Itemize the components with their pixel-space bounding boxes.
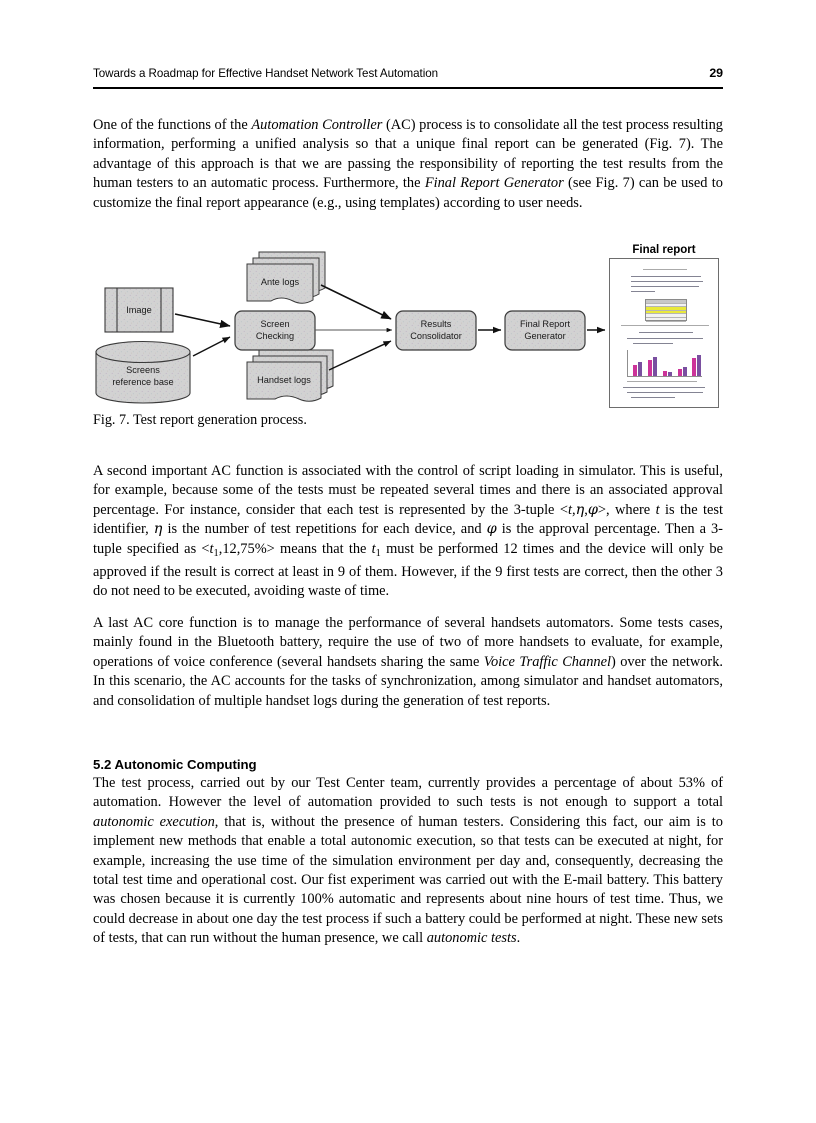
term-autonomic-tests: autonomic tests (426, 930, 517, 947)
thumb-line (631, 286, 699, 287)
p4-text-c: . (516, 930, 521, 947)
p1-text-a: One of the functions of the (93, 117, 252, 133)
var-eta: η (153, 521, 163, 538)
var-t-subscript: 1 (213, 547, 219, 559)
thumb-line (621, 325, 709, 326)
thumb-bar (663, 371, 667, 376)
p3-text-a: A last AC core function is to manage the performance of several handsets automators. Some tests cases, mainly found in the Bluetooth battery, require the use of two of more handsets to evaluate, for example, operations of voice conference (several handsets sharing the same (93, 615, 723, 670)
figure-7-caption: Fig. 7. Test report generation process. (93, 412, 307, 428)
header-title: Towards a Roadmap for Effective Handset Network Test Automation (93, 67, 439, 80)
thumb-bar (697, 355, 701, 376)
term-autonomic-execution: autonomic execution (93, 813, 215, 830)
paragraph-handset-automators (93, 614, 723, 711)
node-final-report-generator-line2: Generator (524, 331, 566, 341)
p2-text-d: >, where (597, 501, 656, 518)
intro-paragraph-block (93, 116, 723, 224)
paragraph-block-script-loading (93, 462, 723, 613)
node-handset-logs-label: Handset logs (257, 375, 311, 385)
final-report-thumbnail (609, 258, 719, 408)
figure-7-test-report-generation (93, 240, 723, 412)
p2-text-b: , (571, 501, 576, 518)
p2-text-c: , (584, 501, 588, 518)
var-t: t (209, 540, 214, 557)
var-phi: φ (486, 521, 497, 538)
node-handset-logs (247, 350, 333, 401)
paragraph-autonomic-computing (93, 774, 723, 949)
thumb-bar (653, 357, 657, 376)
thumb-line (633, 343, 673, 344)
node-ante-logs-label: Ante logs (260, 277, 300, 287)
node-final-report-generator (505, 311, 585, 350)
thumbnail-content (613, 262, 717, 406)
p4-text-b: , that is, without the presence of human testers. Considering this fact, our aim is to implement new methods that enable a total autonomic execution, so that tests can be executed at night, for example, increasing the use time of the simulation environment per day and, consequently, decreasing the total test time and operational cost. Our fist experiment was carried out with the E-mail battery. This battery was chosen because it is currently 100% automatic and represents about nine hours of test time. Thus, we could decrease in about one day the test process if such a battery could be performed at night. These new sets of tests, that can run without the human presence, we call (93, 813, 723, 947)
node-image (105, 288, 173, 332)
thumb-bar (678, 369, 682, 376)
paragraph-block-handset-automators (93, 614, 723, 722)
p2-text-e: is the test identifier, (93, 501, 723, 538)
thumb-line (631, 291, 655, 292)
thumbnail-title-label: Final report (632, 244, 696, 256)
p1-text-b: (AC) process is to consolidate all the test process resulting information, performing a unified analysis so that a unique final report can be generated (Fig. 7). The advantage of this approach is that we are passing the responsibility of reporting the test results from the human testers to an automatic process. Furthermore, the (93, 117, 723, 192)
term-automation-controller: Automation Controller (251, 117, 383, 133)
thumb-line (643, 269, 687, 270)
p2-text-f: is the number of test repetitions for each device, and (162, 521, 487, 538)
thumb-bar (638, 362, 642, 376)
thumb-bar (668, 372, 672, 376)
arrow-screens-ref-to-screen-checking (193, 337, 230, 356)
node-screen-checking (235, 311, 315, 350)
p4-text-a: The test process, carried out by our Test Center team, currently provides a percentage of about 53% of automation. However the level of automation provided to such tests is not enough to support a total (93, 775, 723, 811)
thumb-line (631, 281, 703, 282)
thumb-line (623, 387, 705, 388)
var-t: t (371, 540, 376, 557)
node-screen-checking-line1: Screen (260, 319, 290, 329)
thumb-line (631, 276, 701, 277)
arrow-image-to-screen-checking (175, 314, 230, 326)
node-results-consolidator-line2: Consolidator (410, 331, 462, 341)
node-screens-reference-base (96, 342, 190, 403)
p1-text-c: (see Fig. 7) can be used to customize the final report appearance (e.g., using templates) according to user needs. (93, 175, 723, 211)
node-screen-checking-line2: Checking (255, 331, 295, 341)
thumb-bar (692, 358, 696, 376)
thumb-table-row (646, 318, 686, 322)
thumb-line (631, 397, 675, 398)
thumb-line (627, 381, 697, 382)
section-5-2-block (93, 757, 723, 949)
section-heading-autonomic-computing: 5.2 Autonomic Computing (93, 757, 257, 772)
p2-text-a: A second important AC function is associated with the control of script loading in simulator. This is useful, for example, because some of the tests must be repeated several times and there is an associated approval percentage. For instance, consider that each test is represented by the 3-tuple < (93, 463, 723, 518)
node-results-consolidator (396, 311, 476, 350)
node-screens-ref-line2: reference base (112, 377, 174, 387)
node-results-consolidator-line1: Results (420, 319, 452, 329)
arrow-handset-logs-to-results (329, 341, 391, 370)
thumb-line (627, 338, 703, 339)
var-t: t (567, 501, 572, 518)
var-phi: φ (587, 501, 598, 518)
p2-text-i: must be performed 12 times and the device will only be approved if the result is correct at least in 9 of them. However, if the 9 first tests are correct, then the other 3 do not need to be executed, avoiding waste of time. (93, 540, 723, 600)
term-final-report-generator: Final Report Generator (424, 175, 564, 192)
var-eta: η (575, 501, 585, 518)
var-t-subscript: 1 (375, 547, 381, 559)
thumb-line (639, 332, 693, 333)
arrow-ante-logs-to-results (321, 285, 391, 319)
p2-text-g: is the approval percentage. Then a 3-tuple specified as < (93, 521, 723, 557)
thumb-bar-chart (627, 350, 702, 377)
paragraph-automation-controller (93, 116, 723, 213)
p3-text-b: ) over the network. In this scenario, the AC accounts for the tasks of synchronization, among simulator and handset automators, and consolidation of multiple handset logs during the generation of test reports. (93, 653, 723, 709)
thumb-bar (648, 360, 652, 376)
p2-text-h: ,12,75%> means that the (218, 540, 372, 557)
paragraph-script-loading (93, 462, 723, 602)
term-voice-traffic-channel: Voice Traffic Channel (483, 653, 611, 670)
node-image-label: Image (126, 305, 152, 315)
thumb-bar (683, 367, 687, 376)
node-ante-logs (247, 252, 325, 303)
running-header (93, 66, 723, 80)
node-final-report-generator-line1: Final Report (519, 319, 571, 329)
figure-caption-block (93, 411, 723, 430)
page-number: 29 (709, 66, 723, 80)
var-t: t (655, 501, 660, 518)
thumb-table (645, 299, 687, 321)
node-screens-ref-line1: Screens (126, 365, 160, 375)
header-rule (93, 87, 723, 89)
thumb-line (627, 392, 703, 393)
thumb-bar (633, 365, 637, 376)
